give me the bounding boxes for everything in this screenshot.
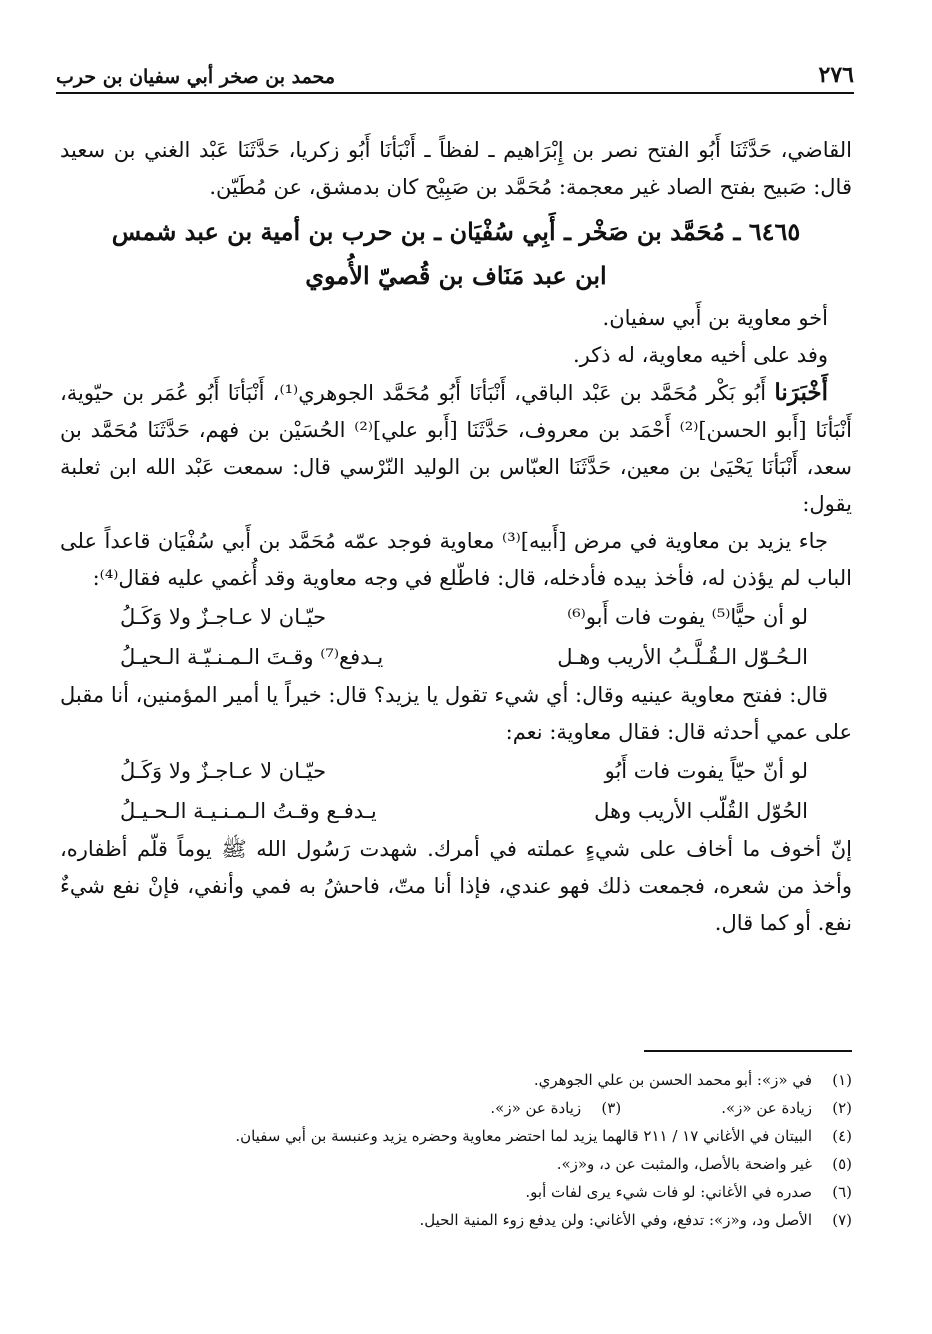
- footnote-text: صدره في الأغاني: لو فات شيء يرى لفات أبو.: [525, 1183, 812, 1201]
- footnotes: [60, 1050, 852, 1234]
- footnote-text: الأصل ود، و«ز»: تدفع، وفي الأغاني: ولن يدفع زوء المنية الحيل.: [419, 1211, 812, 1229]
- paragraph-visit: وفد على أخيه معاوية، له ذكر.: [572, 343, 828, 367]
- verse-first-half: الـحُـوّل الـقُـلَّـبُ الأريب وهـل: [557, 645, 808, 669]
- footnote-number: (٣): [601, 1099, 622, 1117]
- verse-line: [60, 597, 852, 637]
- paragraph-isnad: [60, 374, 852, 523]
- footnote-7: [60, 1206, 852, 1234]
- footnote-number: (٦): [832, 1183, 852, 1201]
- footnote-separator: [644, 1050, 852, 1052]
- footnote-5: [60, 1150, 852, 1178]
- verse-first-half: لو أنّ حيّاً يفوت فات أَبُو: [604, 759, 808, 783]
- main-text: [60, 132, 852, 942]
- footnote-number: (١): [832, 1071, 852, 1089]
- footnote-1: [60, 1066, 852, 1094]
- paragraph-chain-end: القاضي، حَدَّثَنَا أَبُو الفتح نصر بن إِبْرَاهيم ـ لفظاً ـ أَنْبَأنَا أَبُو زكريا، حَدَّثَنَا عَبْد الغني بن سعيد قال: صَبيح بفتح الصاد غير معجمة: مُحَمَّد بن صَبِيْح كان بدمشق، عن مُطَيّن.: [60, 138, 852, 199]
- footnote-number: (٧): [832, 1211, 852, 1229]
- footnote-number: (٤): [832, 1127, 852, 1145]
- footnote-number: (٥): [832, 1155, 852, 1173]
- footnote-text: في «ز»: أبو محمد الحسن بن علي الجوهري.: [533, 1071, 812, 1089]
- isnad-text: أَبُو بَكْر مُحَمَّد بن عَبْد الباقي، أَنْبَأنَا أَبُو مُحَمَّد الجوهري⁽¹⁾، أَنْبَأنَا أَبُو عُمَر بن حيّوية، أَنْبَأنَا [أَبو الحسن]⁽²⁾ أَحْمَد بن معروف، حَدَّثَنَا [أَبو علي]⁽²⁾ الحُسَيْن بن فهم، حَدَّثَنَا مُحَمَّد بن سعد، أَنْبَأنَا يَحْيَىٰ بن معين، حَدَّثَنَا العبّاس بن الوليد النّرْسي قال: سمعت عَبْد الله ابن ثعلبة يقول:: [60, 381, 852, 516]
- footnote-4: [60, 1122, 852, 1150]
- footnote-text: غير واضحة بالأصل، والمثبت عن د، و«ز».: [556, 1155, 812, 1173]
- verse-first-half: الحُوّل القُلّب الأريب وهل: [594, 799, 808, 823]
- akhbarana-lead: أَخْبَرَنا: [774, 379, 828, 406]
- footnote-6: [60, 1178, 852, 1206]
- verse-first-half: لو أن حيًّا⁽⁵⁾ يفوت فات أَبو⁽⁶⁾: [567, 605, 808, 629]
- paragraph-conclusion: إنّ أخوف ما أخاف على شيءٍ عملته في أمرك. شهدت رَسُول الله ﷺ يوماً قلّم أظفاره، وأخذ من شعره، فجمعت ذلك فهو عندي، فإذا أنا متّ، فاحشُ به فمي وأنفي، فإنْ نفع شيءٌ نفع. أو كما قال.: [60, 837, 852, 935]
- entry-title-line-2: ابن عبد مَنَاف بن قُصيّ الأُموي: [305, 261, 607, 290]
- footnote-2-3: [60, 1094, 852, 1122]
- verse-line: [60, 791, 852, 831]
- paragraph-brother: أخو معاوية بن أَبي سفيان.: [602, 306, 828, 330]
- page-number: ٢٧٦: [818, 62, 854, 88]
- verse-line: [60, 637, 852, 677]
- footnote-text: زيادة عن «ز».: [490, 1099, 582, 1117]
- verse-line: [60, 751, 852, 791]
- paragraph-story: جاء يزيد بن معاوية في مرض [أَبيه]⁽³⁾ معاوية فوجد عمّه مُحَمَّد بن أَبي سُفْيَان قاعداً على الباب لم يؤذن له، فأخذ بيده فأدخله، قال: فاطّلع في وجه معاوية وقد أُغمي عليه فقال⁽⁴⁾:: [60, 529, 852, 590]
- entry-title: [60, 210, 852, 298]
- footnote-text: زيادة عن «ز».: [721, 1099, 812, 1117]
- paragraph-dialogue: قال: ففتح معاوية عينيه وقال: أي شيء تقول يا يزيد؟ قال: خيراً يا أمير المؤمنين، أنا مقبل على عمي أحدثه قال: فقال معاوية: نعم:: [60, 683, 852, 744]
- verse-second-half: يـدفـع وقـتُ الـمـنـيـة الـحـيـلُ: [120, 799, 377, 823]
- verse-second-half: يـدفع⁽⁷⁾ وقـتَ الـمـنـيّـة الـحيـلُ: [120, 645, 384, 669]
- verse-second-half: حيّـان لا عـاجـزٌ ولا وَكَـلُ: [120, 759, 327, 783]
- page-header: [56, 58, 854, 94]
- footnote-text: البيتان في الأغاني ١٧ / ٢١١ قالهما يزيد لما احتضر معاوية وحضره يزيد وعنبسة بن أبي سفيان.: [235, 1127, 812, 1145]
- entry-title-line-1: ٦٤٦٥ ـ مُحَمَّد بن صَخْر ـ أَبِي سُفْيَان ـ بن حرب بن أمية بن عبد شمس: [111, 217, 801, 246]
- footnote-number: (٢): [832, 1099, 852, 1117]
- running-title: محمد بن صخر أبي سفيان بن حرب: [56, 66, 335, 88]
- verse-second-half: حيّـان لا عـاجـزٌ ولا وَكَـلُ: [120, 605, 327, 629]
